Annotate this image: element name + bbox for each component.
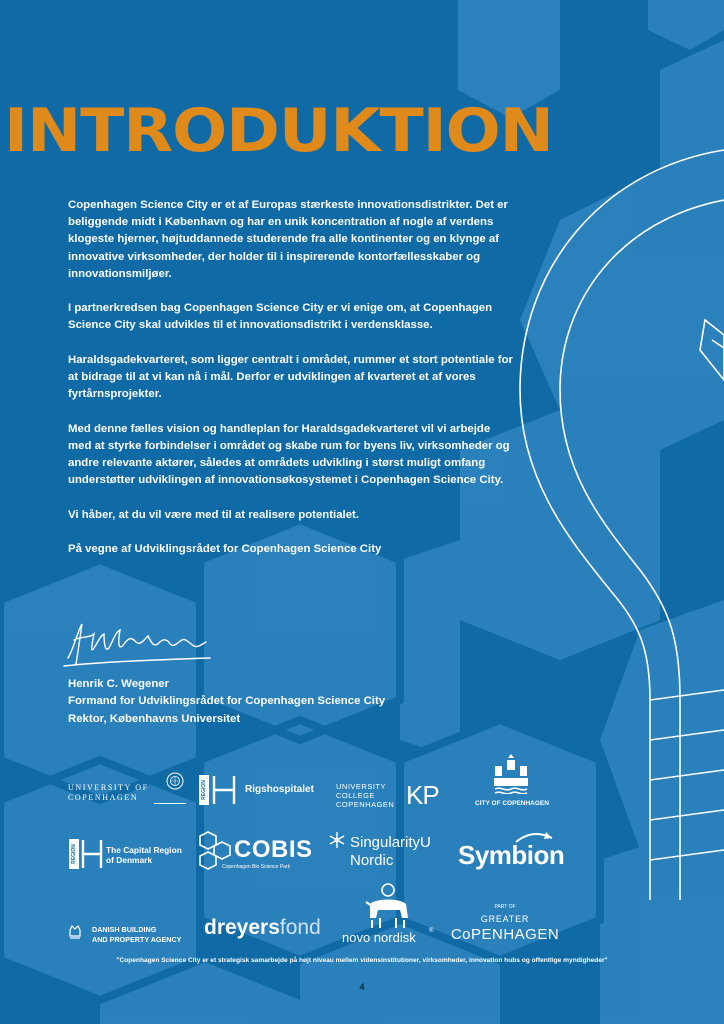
logo-cobis [196,830,322,874]
ku-line1: UNIVERSITY OF [68,783,149,792]
crown-icon [68,924,82,940]
logo-university-college-copenhagen [336,780,454,812]
symbion-name: Symbion [458,840,565,870]
logo-danish-building-agency [68,922,190,948]
dbpa-line1: DANISH BUILDING [92,925,157,934]
logo-rigshospitalet [198,774,328,808]
page-number: 4 [359,982,365,992]
capital-region-badge: REGION [71,844,77,864]
ku-seal-icon [166,772,184,790]
signature-image [60,618,220,674]
capital-line2: of Denmark [106,855,153,865]
paragraph: Copenhagen Science City er et af Europas stærkeste innovationsdistrikter. Det er beliggende midt i København og har en unik koncentration af nogle af verdens klogeste hjerner, højtuddannede studerende fra alle kontinenter og en klynge af innovative virksomheder, der holder til i inspirerende kontorfællesskaber og innovationsmiljøer. [68,199,508,280]
logo-dreyers-fond [204,916,326,946]
gc-part-of: PART OF [494,904,516,910]
dreyers-light: fond [279,916,321,939]
paragraph: I partnerkredsen bag Copenhagen Science City er vi enige om, at Copenhagen Science City skal udvikles til et innovationsdistrikt i verdensklasse. [68,302,493,332]
singularity-line1: SingularityU [350,834,431,851]
cobis-sub: Copenhagen Bio Science Park [222,864,291,870]
logo-greater-copenhagen [444,904,566,948]
paragraph: Haraldsgadekvarteret, som ligger centralt i området, rummer et stort potentiale for at bidrage til at vi kan nå i mål. Derfor er udviklingen af kvarteret et af vores fyrtårnsprojekter. [68,353,513,401]
gc-line1: GREATER [480,914,530,924]
cobis-name: COBIS [234,836,313,863]
dbpa-line2: AND PROPERTY AGENCY [92,935,182,944]
ucc-line3: COPENHAGEN [336,800,395,809]
logo-capital-region [68,838,192,872]
signer-name: Henrik C. Wegener [68,678,170,690]
ucc-kp: KP [406,780,439,810]
signer-role: Formand for Udviklingsrådet for Copenhagen Science City [68,695,386,708]
intro-body [68,197,516,575]
city-name: CITY OF COPENHAGEN [475,800,549,807]
novo-registered: ® [429,928,434,934]
paragraph: På vegne af Udviklingsrådet for Copenhagen Science City [68,542,382,555]
ku-line2: COPENHAGEN [68,793,139,802]
rigs-region-badge: REGION [201,780,207,800]
city-castle-icon [491,752,531,794]
novo-name: novo nordisk [342,930,416,945]
signer-title: Rektor, Københavns Universitet [68,712,241,725]
paragraph: Med denne fælles vision og handleplan for Haraldsgadekvarteret vil vi arbejde med at styrke forbindelser i området og skabe rum for byens liv, virksomheder og andre relevante aktører, således at områdets udvikling i størst muligt omfang understøtter udviklingen af innovationsøkosystemet i Copenhagen Science City. [68,422,510,487]
singularity-spark-icon [328,830,346,850]
singularity-line2: Nordic [350,852,394,869]
paragraph: Vi håber, at du vil være med til at realisere potentialet. [68,508,359,521]
dreyers-bold: dreyers [204,916,280,939]
page-title: INTRODUKTION [4,96,553,166]
logo-city-of-copenhagen [464,752,560,810]
apis-bull-icon [362,882,414,930]
capital-line1: The Capital Region [106,845,182,855]
ucc-line2: COLLEGE [336,791,375,800]
logo-singularityu-nordic [328,830,448,872]
ku-rule [154,803,186,804]
gc-line2: CoPENHAGEN [450,926,560,943]
logo-novo-nordisk [340,882,440,948]
signer-block [68,676,385,728]
rigs-name: Rigshospitalet [245,784,314,795]
footnote: "Copenhagen Science City er et strategisk samarbejde på højt niveau mellem vidensinstitutioner, virksomheder, innovation hubs og offentlige myndigheder" [116,957,608,964]
ucc-line1: UNIVERSITY [336,782,387,791]
logo-university-of-copenhagen [68,772,186,806]
logo-symbion [458,830,565,872]
